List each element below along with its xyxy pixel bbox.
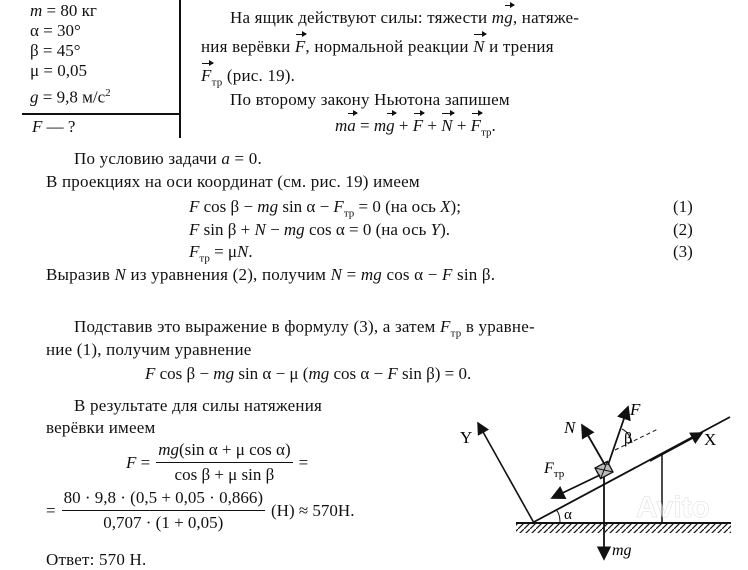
label-beta: β: [624, 430, 633, 447]
given-m: m = 80 кг: [30, 1, 97, 20]
given-separator: [22, 113, 180, 115]
formula-calc: [46, 488, 354, 533]
p6-line2: ние (1), получим уравнение: [46, 340, 252, 359]
label-n: N: [564, 418, 576, 437]
label-f: F: [630, 400, 641, 419]
calc-numerator: 80 · 9,8 · (0,5 + 0,05 · 0,866): [62, 488, 265, 511]
p1-line2: ния верёвки F, нормальной реакции N и трения: [201, 37, 554, 56]
p5: Выразив N из уравнения (2), получим N = mg cos α − F sin β.: [46, 265, 496, 284]
equation-1: F cos β − mg $\sin \alpha - F_{тр} = 0$ (на ось X);: [189, 197, 461, 220]
p1-line3: $F_{тр}$ (рис. 19).: [201, 66, 296, 89]
formula-main: [126, 440, 308, 485]
p4: В проекциях на оси координат (см. рис. 19) имеем: [46, 172, 420, 191]
equation-2: F sin β + N − mg cos α = 0 (на ось Y).: [189, 220, 451, 239]
given-vertical-rule: [179, 0, 181, 138]
equation-3-number: (3): [673, 242, 693, 261]
figure-19: [440, 385, 745, 561]
calc-equals: =: [46, 500, 56, 520]
given-g: g = 9,8 $м/с^2$: [30, 87, 111, 107]
p7-line1: В результате для силы натяжения: [74, 396, 323, 415]
equation-2-number: (2): [673, 220, 693, 239]
watermark: Avito: [636, 491, 710, 524]
formula-numerator: mg(sin α + μ cos α): [156, 440, 292, 463]
label-ftr: $F_{тр}$: [544, 460, 565, 480]
label-alpha: α: [564, 507, 572, 523]
p1-line1: На ящик действуют силы: тяжести mg, натяже-: [230, 8, 580, 27]
given-find: F — ?: [32, 117, 76, 136]
beta-dash: [615, 429, 658, 450]
p7-line2: верёвки имеем: [46, 418, 156, 437]
formula-denominator: cos β + μ sin β: [174, 465, 275, 484]
calc-denominator: 0,707 · (1 + 0,05): [103, 513, 224, 532]
p6-line1: Подставив это выражение в формулу (3), а затем $F_{тр}$ в уравне-: [74, 317, 535, 340]
given-beta: β = 45°: [30, 41, 81, 60]
calc-fraction: [62, 488, 265, 533]
ground-hatch: [516, 523, 731, 533]
calc-result: (Н) ≈ 570Н.: [271, 500, 355, 520]
equation-3: $F_{тр} = \mu N$.: [189, 242, 253, 265]
p3: По условию задачи a = 0.: [74, 149, 262, 168]
equation-4: F cos β − mg sin α − μ (mg cos α − F sin β) = 0.: [145, 364, 472, 383]
p2-line1: По второму закону Ньютона запишем: [230, 90, 510, 109]
axis-y: [478, 423, 534, 523]
label-x: X: [704, 430, 717, 449]
alpha-arc: [556, 510, 560, 523]
newton-equation: ma = mg + $F + N + F_{тр}$.: [335, 116, 496, 139]
formula-lhs: F =: [126, 452, 151, 472]
equation-1-number: (1): [673, 197, 693, 216]
label-y: Y: [460, 428, 473, 447]
formula-fraction: [156, 440, 292, 485]
given-alpha: α = 30°: [30, 21, 81, 40]
label-mg: mg: [612, 542, 632, 559]
given-mu: μ = 0,05: [30, 61, 87, 80]
vector-n: [582, 425, 605, 465]
formula-equals: =: [298, 452, 309, 472]
axis-x: [650, 433, 702, 461]
answer-cut-off: Ответ: 570 Н.: [46, 550, 147, 569]
